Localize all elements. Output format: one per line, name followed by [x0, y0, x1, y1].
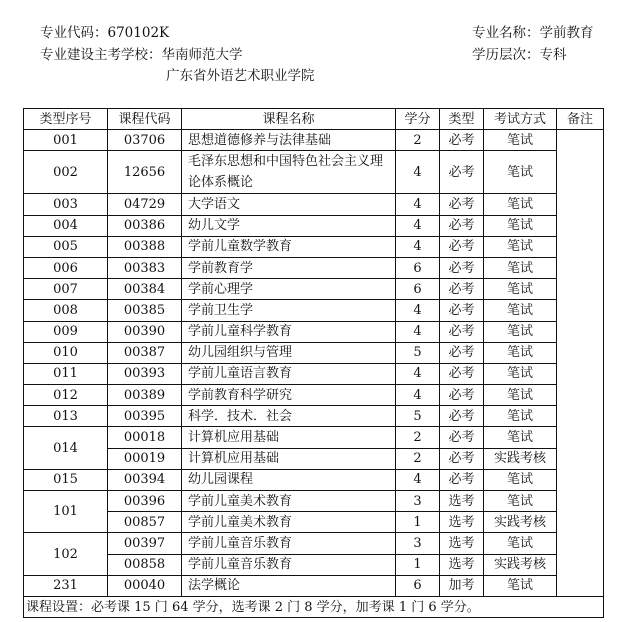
cell-name: 学前儿童美术教育 — [182, 491, 396, 512]
cell-remark — [557, 130, 604, 597]
cell-code: 00387 — [108, 342, 182, 363]
host-school-1: 华南师范大学 — [161, 47, 243, 63]
cell-credit: 2 — [396, 448, 440, 469]
cell-exam: 笔试 — [484, 279, 557, 300]
cell-credit: 2 — [396, 427, 440, 448]
table-row — [24, 257, 604, 278]
cell-type: 必考 — [440, 194, 484, 215]
table-row — [24, 491, 604, 512]
cell-type: 必考 — [440, 300, 484, 321]
table-row — [24, 300, 604, 321]
cell-type: 必考 — [440, 385, 484, 406]
cell-credit: 4 — [396, 363, 440, 384]
cell-exam: 笔试 — [484, 385, 557, 406]
table-row — [24, 554, 604, 575]
col-header-type: 类型 — [440, 109, 484, 130]
col-header-remark: 备注 — [557, 109, 604, 130]
table-row — [24, 575, 604, 596]
cell-seq: 015 — [24, 469, 108, 490]
cell-seq: 006 — [24, 257, 108, 278]
cell-credit: 6 — [396, 575, 440, 596]
cell-type: 必考 — [440, 321, 484, 342]
cell-name: 学前儿童音乐教育 — [182, 533, 396, 554]
table-row — [24, 469, 604, 490]
cell-exam: 实践考核 — [484, 448, 557, 469]
cell-seq: 007 — [24, 279, 108, 300]
cell-name: 幼儿园课程 — [182, 469, 396, 490]
cell-exam: 笔试 — [484, 236, 557, 257]
table-row — [24, 406, 604, 427]
cell-type: 选考 — [440, 491, 484, 512]
cell-credit: 5 — [396, 342, 440, 363]
cell-code: 00393 — [108, 363, 182, 384]
cell-name: 思想道德修养与法律基础 — [182, 130, 396, 151]
cell-seq: 102 — [24, 533, 108, 575]
course-table — [23, 108, 604, 618]
cell-exam: 笔试 — [484, 151, 557, 194]
table-row — [24, 385, 604, 406]
cell-type: 必考 — [440, 427, 484, 448]
table-row — [24, 363, 604, 384]
host-school-2: 广东省外语艺术职业学院 — [166, 68, 315, 84]
cell-code: 00394 — [108, 469, 182, 490]
cell-credit: 4 — [396, 469, 440, 490]
major-name: 专业名称：学前教育 — [472, 25, 594, 41]
major-code: 专业代码：670102K — [40, 25, 170, 41]
cell-code: 00385 — [108, 300, 182, 321]
cell-code: 00390 — [108, 321, 182, 342]
cell-exam: 笔试 — [484, 491, 557, 512]
cell-name: 学前卫生学 — [182, 300, 396, 321]
cell-type: 必考 — [440, 342, 484, 363]
course-summary: 课程设置：必考课 15 门 64 学分，选考课 2 门 8 学分，加考课 1 门 6 学分。 — [24, 596, 604, 617]
cell-seq: 001 — [24, 130, 108, 151]
cell-seq: 231 — [24, 575, 108, 596]
cell-name: 法学概论 — [182, 575, 396, 596]
cell-credit: 6 — [396, 257, 440, 278]
table-row — [24, 342, 604, 363]
cell-code: 00386 — [108, 215, 182, 236]
cell-exam: 笔试 — [484, 427, 557, 448]
cell-seq: 003 — [24, 194, 108, 215]
cell-type: 必考 — [440, 406, 484, 427]
cell-code: 04729 — [108, 194, 182, 215]
cell-name: 学前教育学 — [182, 257, 396, 278]
cell-credit: 1 — [396, 554, 440, 575]
cell-code: 00397 — [108, 533, 182, 554]
cell-seq: 012 — [24, 385, 108, 406]
cell-name: 学前儿童音乐教育 — [182, 554, 396, 575]
cell-seq: 004 — [24, 215, 108, 236]
cell-name: 学前教育科学研究 — [182, 385, 396, 406]
cell-exam: 笔试 — [484, 342, 557, 363]
table-row — [24, 448, 604, 469]
cell-exam: 实践考核 — [484, 512, 557, 533]
table-row — [24, 512, 604, 533]
cell-code: 00040 — [108, 575, 182, 596]
cell-seq: 101 — [24, 491, 108, 533]
cell-exam: 笔试 — [484, 321, 557, 342]
cell-type: 选考 — [440, 512, 484, 533]
cell-seq: 011 — [24, 363, 108, 384]
table-row — [24, 130, 604, 151]
cell-name: 学前儿童美术教育 — [182, 512, 396, 533]
cell-type: 必考 — [440, 469, 484, 490]
cell-type: 必考 — [440, 236, 484, 257]
cell-code: 03706 — [108, 130, 182, 151]
cell-code: 00395 — [108, 406, 182, 427]
cell-type: 必考 — [440, 130, 484, 151]
col-header-credit: 学分 — [396, 109, 440, 130]
cell-type: 必考 — [440, 151, 484, 194]
cell-name: 幼儿园组织与管理 — [182, 342, 396, 363]
table-row — [24, 427, 604, 448]
cell-code: 00396 — [108, 491, 182, 512]
cell-code: 00019 — [108, 448, 182, 469]
cell-code: 00018 — [108, 427, 182, 448]
table-row — [24, 236, 604, 257]
cell-code: 00389 — [108, 385, 182, 406]
cell-exam: 笔试 — [484, 533, 557, 554]
cell-exam: 笔试 — [484, 300, 557, 321]
cell-exam: 笔试 — [484, 406, 557, 427]
cell-code: 00388 — [108, 236, 182, 257]
document-header — [0, 0, 619, 110]
cell-credit: 4 — [396, 151, 440, 194]
cell-name: 大学语文 — [182, 194, 396, 215]
host-school-label: 专业建设主考学校： — [40, 47, 162, 63]
cell-exam: 笔试 — [484, 215, 557, 236]
table-row — [24, 151, 604, 194]
cell-credit: 5 — [396, 406, 440, 427]
cell-seq: 014 — [24, 427, 108, 469]
cell-type: 必考 — [440, 363, 484, 384]
cell-credit: 4 — [396, 215, 440, 236]
host-school-line — [40, 46, 243, 64]
cell-exam: 笔试 — [484, 257, 557, 278]
cell-type: 选考 — [440, 554, 484, 575]
cell-type: 必考 — [440, 257, 484, 278]
cell-name: 学前儿童科学教育 — [182, 321, 396, 342]
cell-seq: 010 — [24, 342, 108, 363]
footer-row — [24, 596, 604, 617]
header-row — [24, 109, 604, 130]
table-row — [24, 279, 604, 300]
cell-credit: 4 — [396, 300, 440, 321]
table-row — [24, 194, 604, 215]
table-row — [24, 215, 604, 236]
cell-seq: 009 — [24, 321, 108, 342]
cell-credit: 4 — [396, 236, 440, 257]
col-header-exam: 考试方式 — [484, 109, 557, 130]
cell-credit: 4 — [396, 385, 440, 406]
cell-code: 00857 — [108, 512, 182, 533]
cell-credit: 6 — [396, 279, 440, 300]
col-header-seq: 类型序号 — [24, 109, 108, 130]
cell-seq: 013 — [24, 406, 108, 427]
cell-name: 计算机应用基础 — [182, 448, 396, 469]
cell-seq: 002 — [24, 151, 108, 194]
cell-seq: 008 — [24, 300, 108, 321]
cell-exam: 实践考核 — [484, 554, 557, 575]
cell-exam: 笔试 — [484, 194, 557, 215]
cell-credit: 2 — [396, 130, 440, 151]
cell-name: 学前儿童数学教育 — [182, 236, 396, 257]
table-row — [24, 321, 604, 342]
cell-code: 00384 — [108, 279, 182, 300]
cell-exam: 笔试 — [484, 130, 557, 151]
table-row — [24, 533, 604, 554]
cell-name: 学前心理学 — [182, 279, 396, 300]
cell-code: 12656 — [108, 151, 182, 194]
cell-seq: 005 — [24, 236, 108, 257]
cell-type: 选考 — [440, 533, 484, 554]
col-header-code: 课程代码 — [108, 109, 182, 130]
cell-credit: 4 — [396, 321, 440, 342]
cell-name: 科学．技术．社会 — [182, 406, 396, 427]
cell-exam: 笔试 — [484, 363, 557, 384]
cell-credit: 1 — [396, 512, 440, 533]
cell-exam: 笔试 — [484, 469, 557, 490]
cell-type: 必考 — [440, 448, 484, 469]
cell-code: 00383 — [108, 257, 182, 278]
cell-name: 幼儿文学 — [182, 215, 396, 236]
cell-code: 00858 — [108, 554, 182, 575]
cell-name: 计算机应用基础 — [182, 427, 396, 448]
cell-type: 必考 — [440, 215, 484, 236]
cell-credit: 3 — [396, 533, 440, 554]
cell-exam: 笔试 — [484, 575, 557, 596]
cell-credit: 3 — [396, 491, 440, 512]
cell-type: 加考 — [440, 575, 484, 596]
cell-name: 学前儿童语言教育 — [182, 363, 396, 384]
cell-name: 毛泽东思想和中国特色社会主义理论体系概论 — [182, 151, 396, 194]
cell-credit: 4 — [396, 194, 440, 215]
col-header-name: 课程名称 — [182, 109, 396, 130]
education-level: 学历层次：专科 — [472, 47, 567, 63]
cell-type: 必考 — [440, 279, 484, 300]
